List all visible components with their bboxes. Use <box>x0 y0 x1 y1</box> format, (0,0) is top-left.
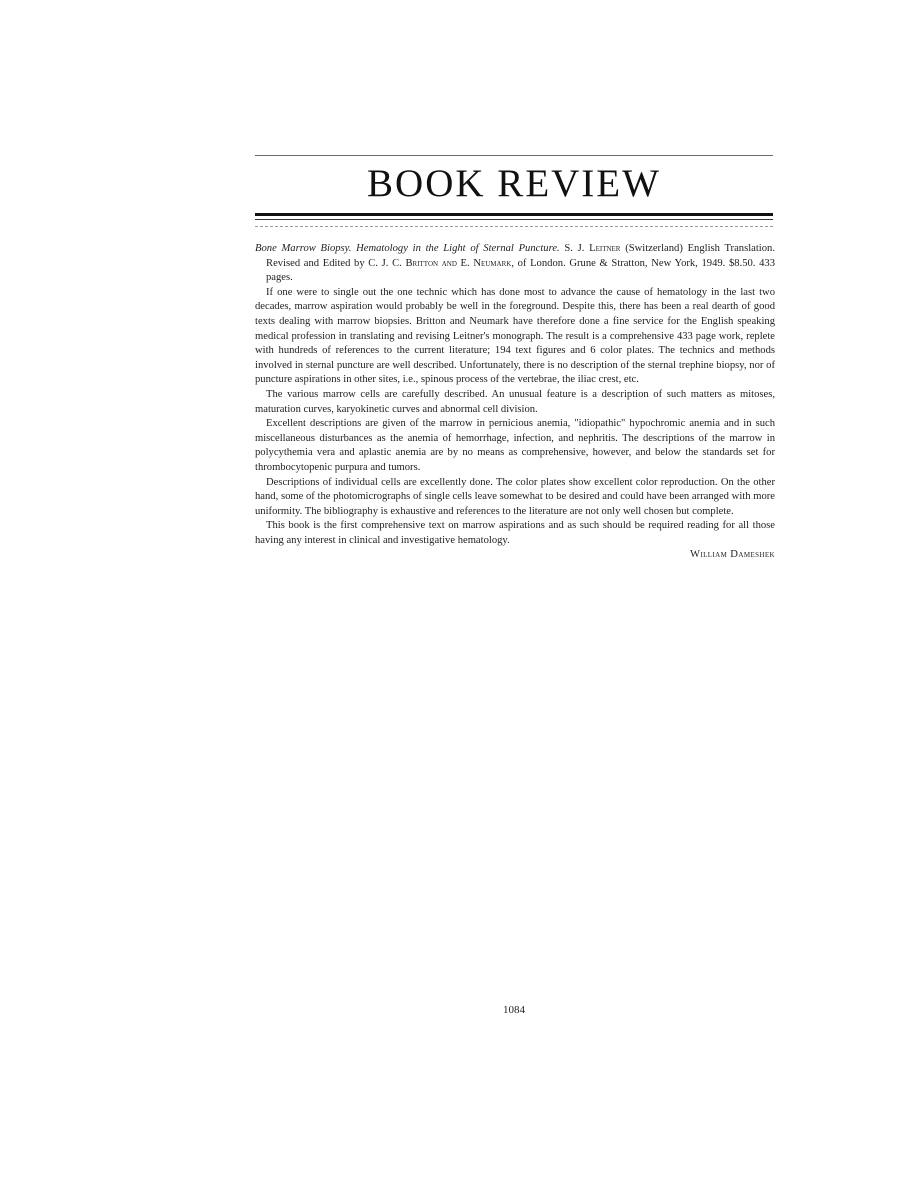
book-review <box>255 242 775 563</box>
page-number: 1084 <box>503 1004 525 1016</box>
page-title: BOOK REVIEW <box>367 162 661 205</box>
editor-name: Britton and <box>405 257 457 269</box>
reviewer-signature: William Dameshek <box>689 549 775 561</box>
title-divider-thin <box>255 219 773 220</box>
review-paragraph: If one were to single out the one technic which has done most to advance the cause of hematology in the last two decades, marrow aspiration would probably be well in the foreground. Despite this, there has been a real dearth of good texts dealing with marrow biopsies. Britton and Neumark have therefore done a fine service for the English speaking medical profession in translating and revising Leitner's monograph. The result is a comprehensive 433 page work, replete with hundreds of references to the current literature; 194 text figures and 6 color plates. The technics and methods involved in sternal puncture are well described. Unfortunately, there is no description of the sternal trephine biopsy, nor of puncture aspirations in other sites, i.e., spinous process of the vertebrae, the iliac crest, etc. <box>255 286 775 386</box>
title-divider-faint <box>255 226 773 227</box>
top-divider <box>255 155 773 156</box>
review-paragraph: This book is the first comprehensive text on marrow aspirations and as such should be required reading for all those having any interest in clinical and investigative hematology. <box>255 520 775 546</box>
review-paragraph: Descriptions of individual cells are excellently done. The color plates show excellent color reproduction. On the other hand, some of the photomicrographs of single cells leave somewhat to be desired and could have been arranged with more uniformity. The bibliography is exhaustive and references to the literature are not only well chosen but complete. <box>255 476 775 517</box>
editor-name: Neumark <box>473 257 512 269</box>
book-title: Bone Marrow Biopsy. Hematology in the Light of Sternal Puncture. <box>255 243 560 254</box>
author-name: Leitner <box>589 243 621 254</box>
review-paragraph: The various marrow cells are carefully described. An unusual feature is a description of such matters as mitoses, maturation curves, karyokinetic curves and abnormal cell division. <box>255 388 775 415</box>
review-paragraph: Excellent descriptions are given of the marrow in pernicious anemia, "idiopathic" hypochromic anemia and in such miscellaneous disturbances as the anemia of hemorrhage, infection, and nephritis. The descriptions of the marrow in polycythemia vera and aplastic anemia are by no means as comprehensive, however, and below the standards set for thrombocytopenic purpura and tumors. <box>255 418 775 473</box>
book-citation: Bone Marrow Biopsy. Hematology in the Light of Sternal Puncture. S. J. Leitner (Switzerland) English Translation. Revised and Edited by C. J. C. Britton and E. Neumark, of London. Grune & Stratton, New York, 1949. $8.50. 433 pages. <box>255 243 776 284</box>
title-divider-thick <box>255 213 773 216</box>
